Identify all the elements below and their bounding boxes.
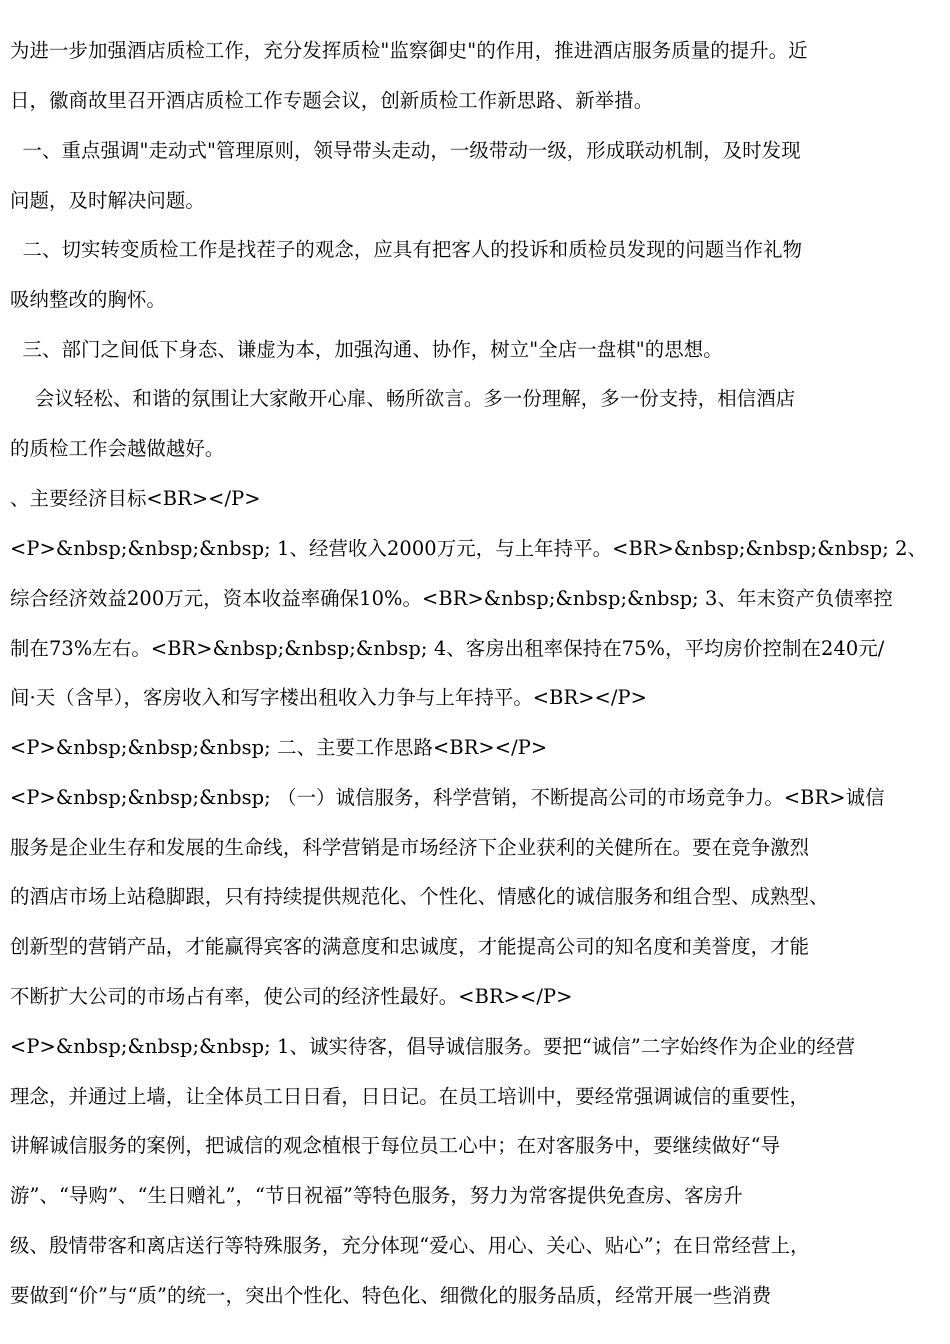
text-line: 创新型的营销产品，才能赢得宾客的满意度和忠诚度，才能提高公司的知名度和美誉度，才能 xyxy=(10,935,810,958)
text-line: <P>&nbsp;&nbsp;&nbsp; 1、经营收入2000万元，与上年持平。<BR>&nbsp;&nbsp;&nbsp; 2、 xyxy=(10,537,928,560)
text-line: 三、部门之间低下身态、谦虚为本，加强沟通、协作，树立"全店一盘棋"的思想。 xyxy=(10,338,723,361)
text-line: 综合经济效益200万元，资本收益率确保10%。<BR>&nbsp;&nbsp;&nbsp; 3、年末资产负债率控 xyxy=(10,587,893,610)
text-line: 会议轻松、和谐的氛围让大家敞开心扉、畅所欲言。多一份理解，多一份支持，相信酒店 xyxy=(10,387,796,410)
text-line: 制在73%左右。<BR>&nbsp;&nbsp;&nbsp; 4、客房出租率保持在75%，平均房价控制在240元/ xyxy=(10,637,885,660)
text-line: 的酒店市场上站稳脚跟，只有持续提供规范化、个性化、情感化的诚信服务和组合型、成熟型、 xyxy=(10,885,829,908)
text-line: <P>&nbsp;&nbsp;&nbsp; （一）诚信服务，科学营销，不断提高公司的市场竞争力。<BR>诚信 xyxy=(10,786,885,809)
text-line: 理念，并通过上墙，让全体员工日日看，日日记。在员工培训中，要经常强调诚信的重要性， xyxy=(10,1085,810,1108)
text-line: 吸纳整改的胸怀。 xyxy=(10,288,166,311)
text-line: 不断扩大公司的市场占有率，使公司的经济性最好。<BR></P> xyxy=(10,985,573,1008)
text-line: 讲解诚信服务的案例，把诚信的观念植根于每位员工心中；在对客服务中，要继续做好“导 xyxy=(10,1134,781,1157)
text-line: 、主要经济目标<BR></P> xyxy=(10,487,261,510)
text-line: <P>&nbsp;&nbsp;&nbsp; 1、诚实待客，倡导诚信服务。要把“诚信”二字始终作为企业的经营 xyxy=(10,1035,856,1058)
text-line: 要做到“价”与“质”的统一，突出个性化、特色化、细微化的服务品质，经常开展一些消费 xyxy=(10,1284,772,1307)
text-line: 级、殷情带客和离店送行等特殊服务，充分体现“爱心、用心、关心、贴心”；在日常经营上， xyxy=(10,1234,810,1257)
text-line: 二、切实转变质检工作是找茬子的观念，应具有把客人的投诉和质检员发现的问题当作礼物 xyxy=(10,238,803,261)
text-line: 为进一步加强酒店质检工作，充分发挥质检"监察御史"的作用，推进酒店服务质量的提升。近 xyxy=(10,39,808,62)
text-line: 的质检工作会越做越好。 xyxy=(10,437,225,460)
text-line: 日，徽商故里召开酒店质检工作专题会议，创新质检工作新思路、新举措。 xyxy=(10,89,654,112)
text-line: <P>&nbsp;&nbsp;&nbsp; 二、主要工作思路<BR></P> xyxy=(10,736,548,759)
text-line: 问题，及时解决问题。 xyxy=(10,189,205,212)
text-line: 一、重点强调"走动式"管理原则，领导带头走动，一级带动一级，形成联动机制，及时发现 xyxy=(10,139,801,162)
text-line: 游”、“导购”、“生日赠礼”，“节日祝福”等特色服务，努力为常客提供免查房、客房升 xyxy=(10,1184,743,1207)
text-line: 服务是企业生存和发展的生命线，科学营销是市场经济下企业获利的关健所在。要在竞争激烈 xyxy=(10,836,810,859)
text-line: 间·天（含早），客房收入和写字楼出租收入力争与上年持平。<BR></P> xyxy=(10,686,648,709)
